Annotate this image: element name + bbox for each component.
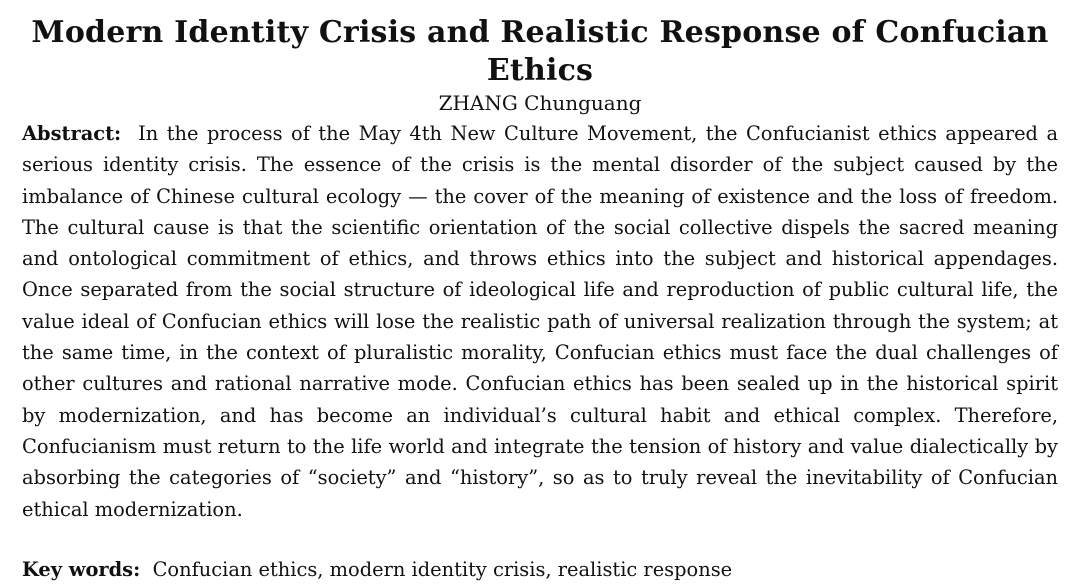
author-name: ZHANG Chunguang bbox=[438, 91, 642, 115]
abstract-text: In the process of the May 4th New Culture Movement, the Confucianist ethics appeared a serious identity crisis. The essence of the crisis is the mental disorder of the subject caused by the imbalance of Chinese cultural ecology — the cover of the meaning of existence and the loss of freedom. The cultural cause is that the scientific orientation of the social collective dispels the sacred meaning and ontological commitment of ethics, and throws ethics into the subject and historical appendages. Once separated from the social structure of ideological life and reproduction of public cultural life, the value ideal of Confucian ethics will lose the realistic path of universal realization through the system; at the same time, in the context of pluralistic morality, Confucian ethics must face the dual challenges of other cultures and rational narrative mode. Confucian ethics has been sealed up in the historical spirit by modernization, and has become an individual’s cultural habit and ethical complex. Therefore, Confucianism must return to the life world and integrate the tension of history and value dialectically by absorbing the categories of “society” and “history”, so as to truly reveal the inevitability of Confucian ethical modernization. bbox=[22, 122, 1059, 521]
keywords-label: Key words: bbox=[22, 557, 141, 581]
keywords-line bbox=[22, 554, 1058, 585]
keywords-text: Confucian ethics, modern identity crisis, realistic response bbox=[152, 557, 733, 581]
paper-title: Modern Identity Crisis and Realistic Response of Confucian Ethics bbox=[31, 15, 1049, 88]
abstract-paragraph bbox=[22, 118, 1058, 525]
abstract-label: Abstract: bbox=[22, 122, 122, 145]
